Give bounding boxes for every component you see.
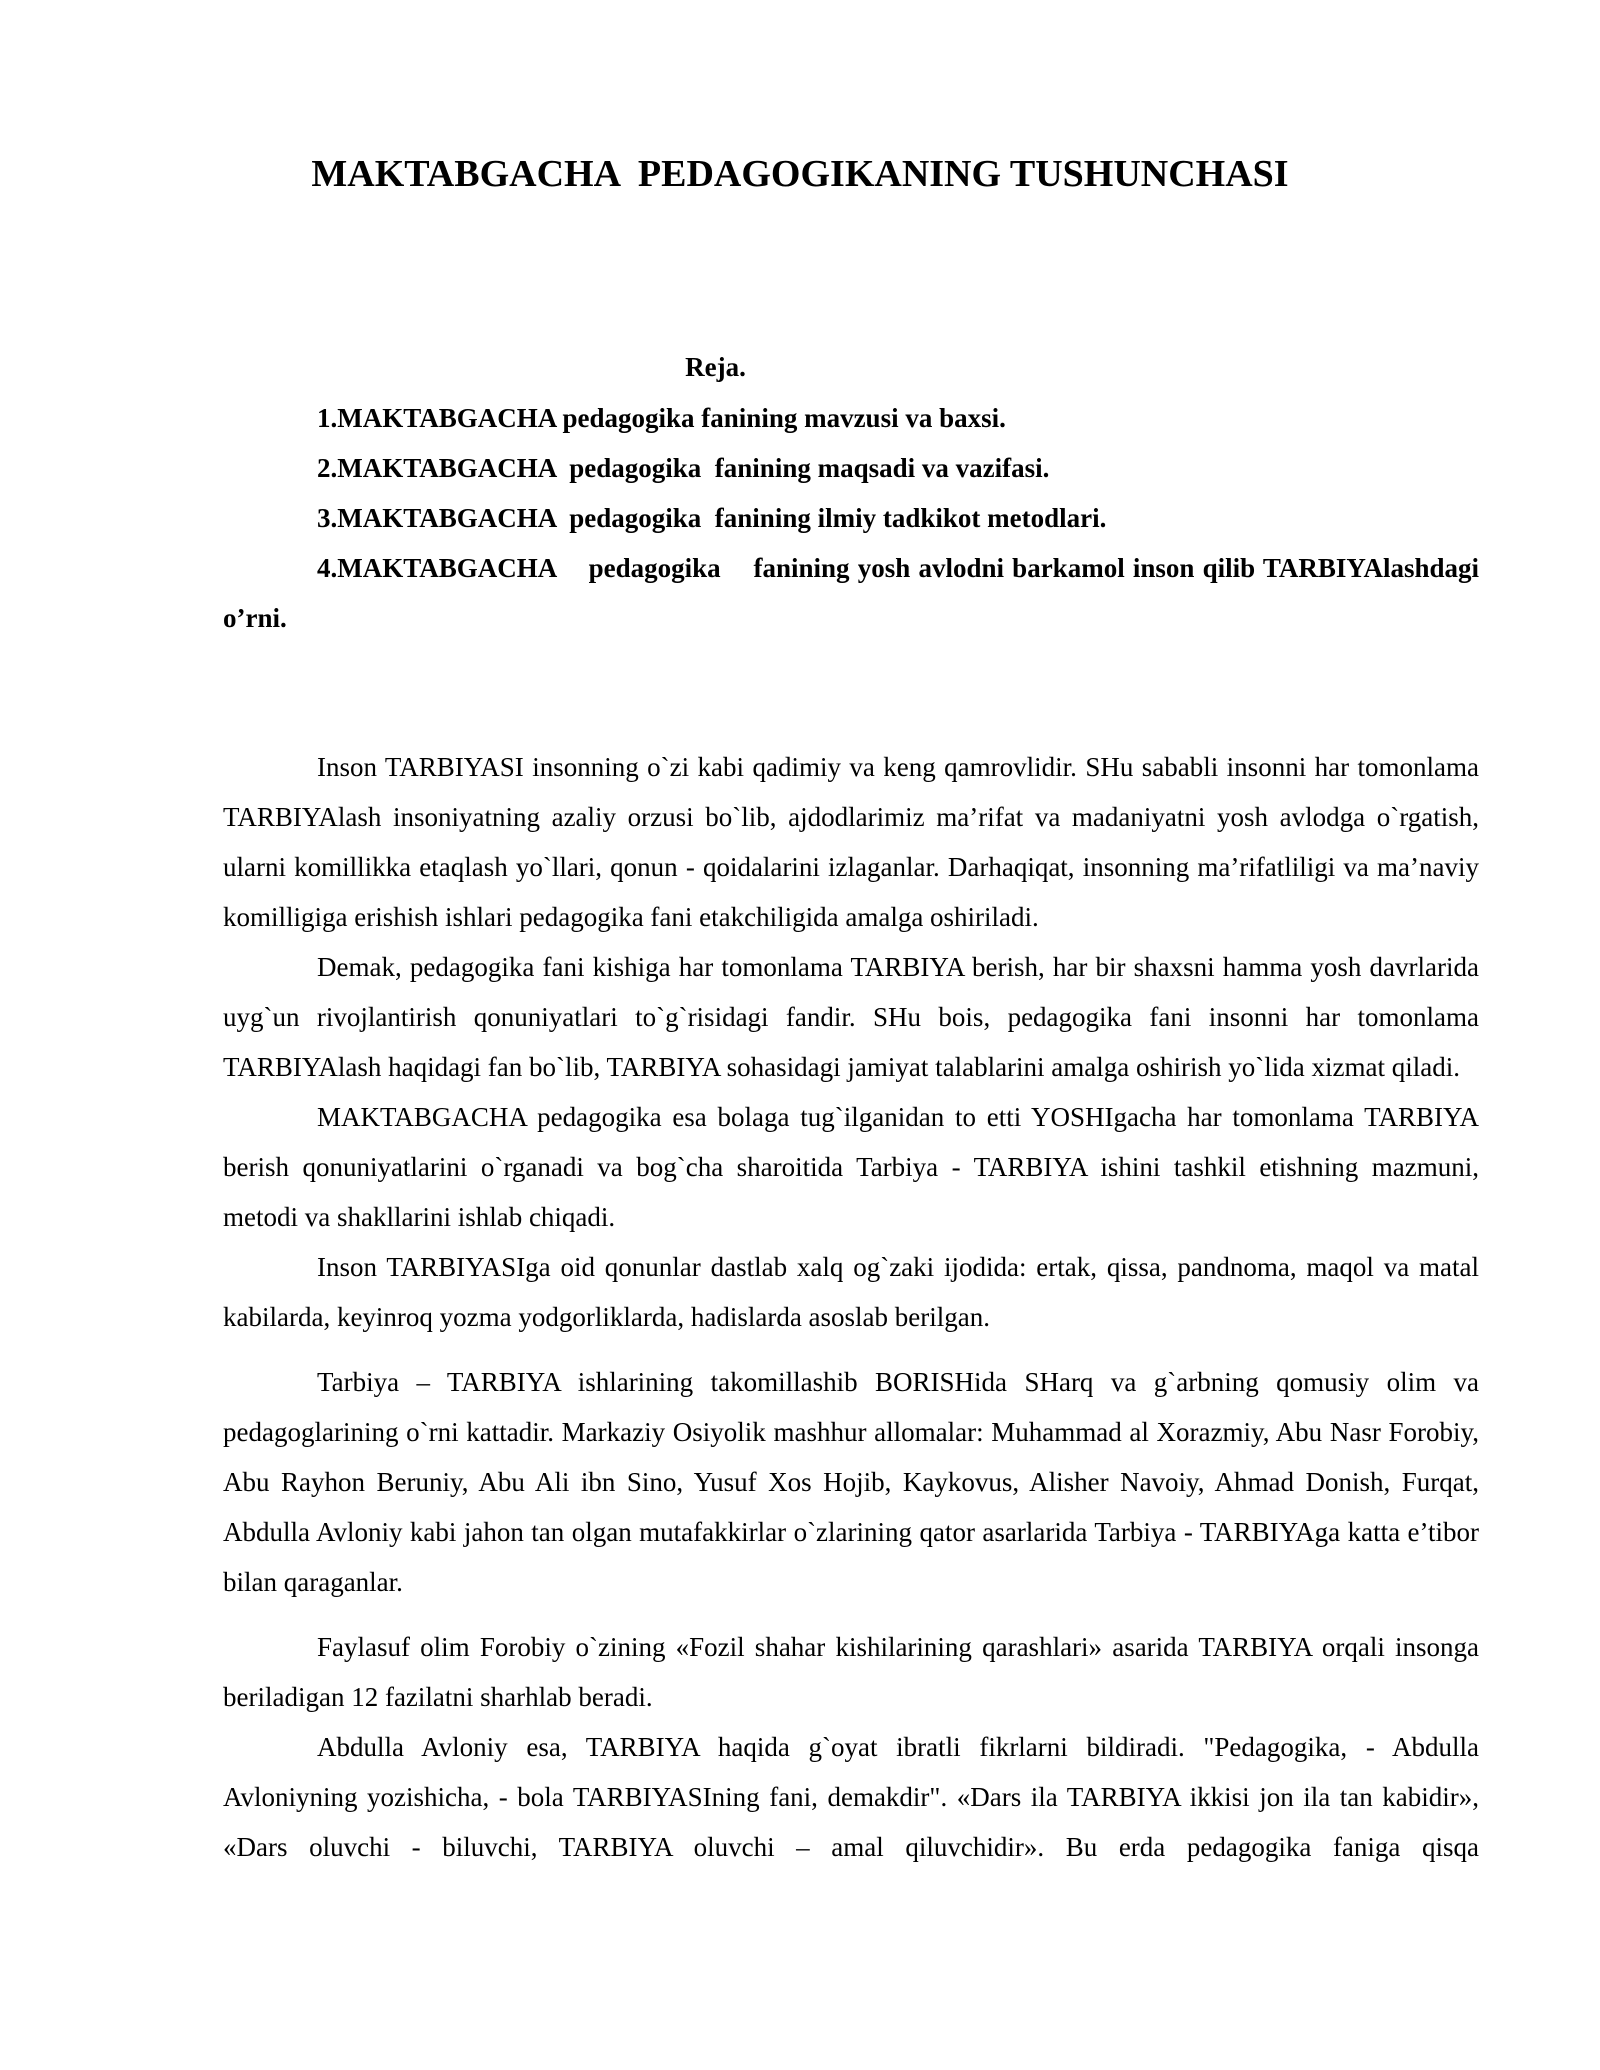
document-body: [223, 742, 1479, 1872]
paragraph: Inson TARBIYASI insonning o`zi kabi qadimiy va keng qamrovlidir. SHu sababli insonni har tomonlama TARBIYAlash insoniyatning azaliy orzusi bo`lib, ajdodlarimiz ma’rifat va madaniyatni yosh avlodga o`rgatish, ularni komillikka etaqlash yo`llari, qonun - qoidalarini izlaganlar. Darhaqiqat, insonning ma’rifatliligi va ma’naviy komilligiga erishish ishlari pedagogika fani etakchiligida amalga oshiriladi.: [223, 752, 1479, 932]
plan-item: 1.MAKTABGACHA pedagogika fanining mavzusi va baxsi.: [317, 403, 1006, 433]
paragraph: Abdulla Avloniy esa, TARBIYA haqida g`oyat ibratli fikrlarni bildiradi. "Pedagogika, - Abdulla Avloniyning yozishicha, - bola TARBIYASIning fani, demakdir". «Dars ila TARBIYA ikkisi jon ila tan kabidir», «Dars oluvchi - biluvchi, TARBIYA oluvchi – amal qiluvchidir». Bu erda pedagogika faniga qisqa: [223, 1732, 1479, 1862]
plan-item: 4.MAKTABGACHA pedagogika fanining yosh avlodni barkamol inson qilib TARBIYAlashdagi o’rni.: [223, 553, 1486, 633]
paragraph: Demak, pedagogika fani kishiga har tomonlama TARBIYA berish, har bir shaxsni hamma yosh davrlarida uyg`un rivojlantirish qonuniyatlari to`g`risidagi fandir. SHu bois, pedagogika fani insonni har tomonlama TARBIYAlash haqidagi fan bo`lib, TARBIYA sohasidagi jamiyat talablarini amalga oshirish yo`lida xizmat qiladi.: [223, 952, 1479, 1082]
plan-item: 2.MAKTABGACHA pedagogika fanining maqsadi va vazifasi.: [317, 453, 1050, 483]
paragraph: Faylasuf olim Forobiy o`zining «Fozil shahar kishilarining qarashlari» asarida TARBIYA orqali insonga beriladigan 12 fazilatni sharhlab beradi.: [223, 1632, 1479, 1712]
paragraph: MAKTABGACHA pedagogika esa bolaga tug`ilganidan to etti YOSHIgacha har tomonlama TARBIYA berish qonuniyatlarini o`rganadi va bog`cha sharoitida Tarbiya - TARBIYA ishini tashkil etishning mazmuni, metodi va shakllarini ishlab chiqadi.: [223, 1102, 1479, 1232]
document-title: MAKTABGACHA PEDAGOGIKANING TUSHUNCHASI: [311, 153, 1289, 195]
plan-heading: Reja.: [685, 352, 746, 382]
paragraph: Tarbiya – TARBIYA ishlarining takomillashib BORISHida SHarq va g`arbning qomusiy olim va pedagoglarining o`rni kattadir. Markaziy Osiyolik mashhur allomalar: Muhammad al Xorazmiy, Abu Nasr Forobiy, Abu Rayhon Beruniy, Abu Ali ibn Sino, Yusuf Xos Hojib, Kaykovus, Alisher Navoiy, Ahmad Donish, Furqat, Abdulla Avloniy kabi jahon tan olgan mutafakkirlar o`zlarining qator asarlarida Tarbiya - TARBIYAga katta e’tibor bilan qaraganlar.: [223, 1367, 1479, 1597]
plan-list: [223, 393, 1486, 643]
paragraph: Inson TARBIYASIga oid qonunlar dastlab xalq og`zaki ijodida: ertak, qissa, pandnoma, maqol va matal kabilarda, keyinroq yozma yodgorliklarda, hadislarda asoslab berilgan.: [223, 1252, 1479, 1332]
plan-item: 3.MAKTABGACHA pedagogika fanining ilmiy tadkikot metodlari.: [317, 503, 1107, 533]
